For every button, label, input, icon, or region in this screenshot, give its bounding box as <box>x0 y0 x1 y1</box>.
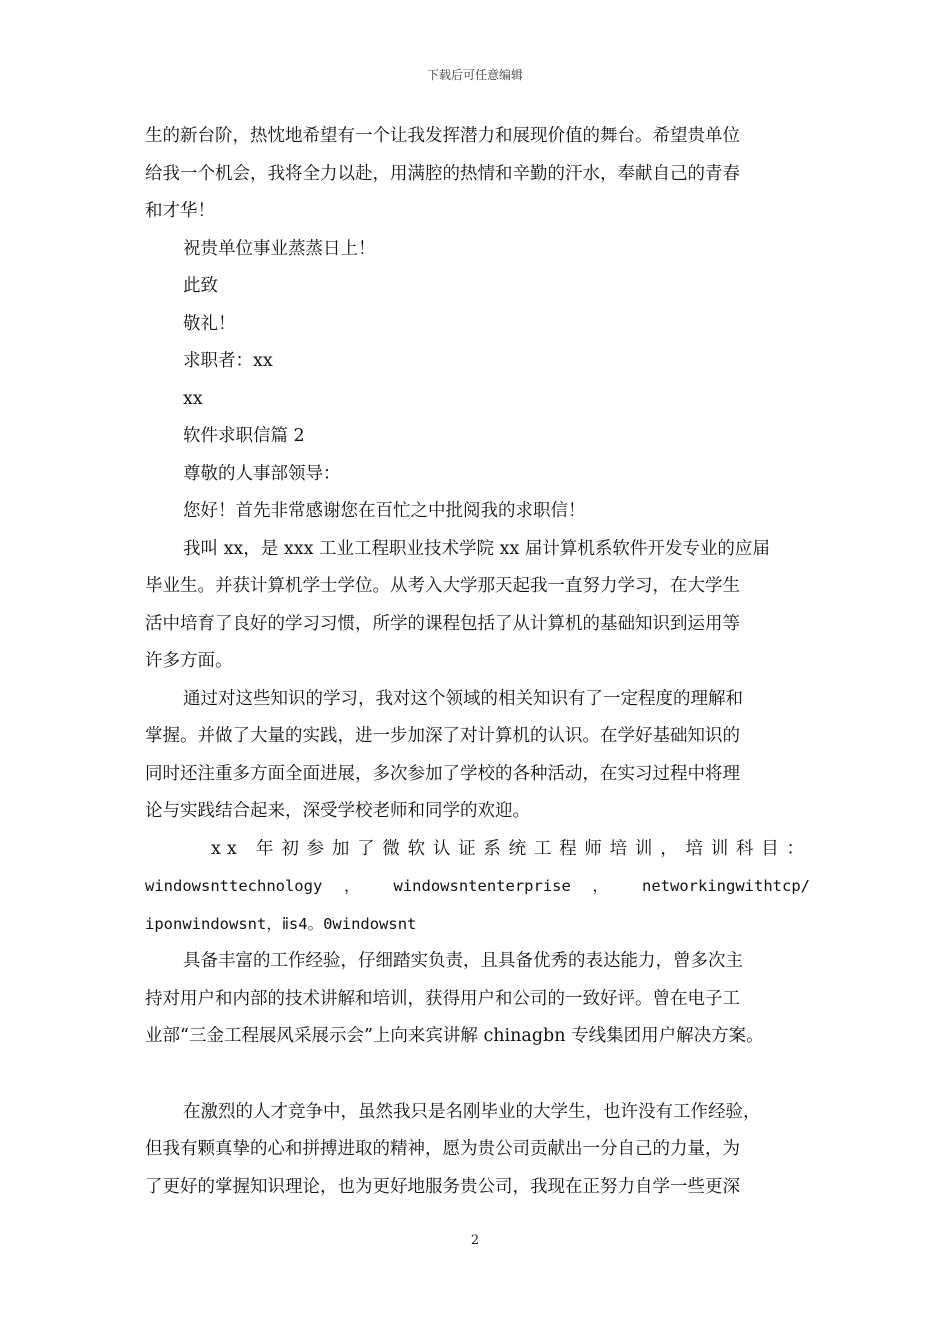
document-body <box>145 118 810 1206</box>
salutation-jingli: 敬礼！ <box>183 313 236 334</box>
training-subjects-line: iponwindowsnt，ⅱs4。0windowsnt <box>145 914 417 933</box>
body-line: 论与实践结合起来，深受学校老师和同学的欢迎。 <box>145 801 530 821</box>
page-header: 下载后可任意编辑 <box>426 68 523 82</box>
section-title: 软件求职信篇 2 <box>183 426 305 446</box>
paragraph-gap <box>145 1056 810 1094</box>
body-line: 了更好的掌握知识理论，也为更好地服务贵公司，我现在正努力自学一些更深 <box>145 1176 740 1197</box>
signature-applicant: 求职者：xx <box>183 351 273 371</box>
body-line: 和才华！ <box>145 201 215 221</box>
body-line: 通过对这些知识的学习，我对这个领域的相关知识有了一定程度的理解和 <box>183 688 743 709</box>
closing-wish: 祝贵单位事业蒸蒸日上！ <box>183 238 376 259</box>
body-line: 给我一个机会，我将全力以赴，用满腔的热情和辛勤的汗水，奉献自己的青春 <box>145 163 740 184</box>
body-line: 活中培育了良好的学习习惯，所学的课程包括了从计算机的基础知识到运用等 <box>145 613 740 634</box>
body-line: 持对用户和内部的技术讲解和培训，获得用户和公司的一致好评。曾在电子工 <box>145 988 740 1009</box>
body-line: 但我有颗真挚的心和拼搏进取的精神，愿为贵公司贡献出一分自己的力量，为 <box>145 1139 740 1159</box>
opening-line: 您好！首先非常感谢您在百忙之中批阅我的求职信！ <box>183 501 586 521</box>
body-line: 毕业生。并获计算机学士学位。从考入大学那天起我一直努力学习，在大学生 <box>145 576 740 596</box>
body-line: 在激烈的人才竞争中，虽然我只是名刚毕业的大学生，也许没有工作经验， <box>183 1101 761 1122</box>
training-line: xx 年初参加了微软认证系统工程师培训，培训科目： <box>211 838 810 859</box>
body-line: 生的新台阶，热忱地希望有一个让我发挥潜力和展现价值的舞台。希望贵单位 <box>145 126 740 146</box>
body-line: 掌握。并做了大量的实践，进一步加深了对计算机的认识。在学好基础知识的 <box>145 726 740 746</box>
signature-date: xx <box>183 388 203 409</box>
greeting: 尊敬的人事部领导： <box>183 463 341 484</box>
body-line: 许多方面。 <box>145 651 233 671</box>
body-line: 具备丰富的工作经验，仔细踏实负责，且具备优秀的表达能力，曾多次主 <box>183 951 743 971</box>
body-line: 我叫 xx，是 xxx 工业工程职业技术学院 xx 届计算机系软件开发专业的应届 <box>183 538 770 559</box>
salutation-cizhi: 此致 <box>183 276 218 296</box>
body-line: 同时还注重多方面全面进展，多次参加了学校的各种活动，在实习过程中将理 <box>145 763 740 784</box>
body-line: 业部“三金工程展风采展示会”上向来宾讲解 chinagbn 专线集团用户解决方案。 <box>145 1026 764 1046</box>
page-number: 2 <box>470 1233 480 1248</box>
training-subjects-line: windowsnttechnology ， windowsntenterprise ， networkingwithtcp/ <box>145 877 810 895</box>
